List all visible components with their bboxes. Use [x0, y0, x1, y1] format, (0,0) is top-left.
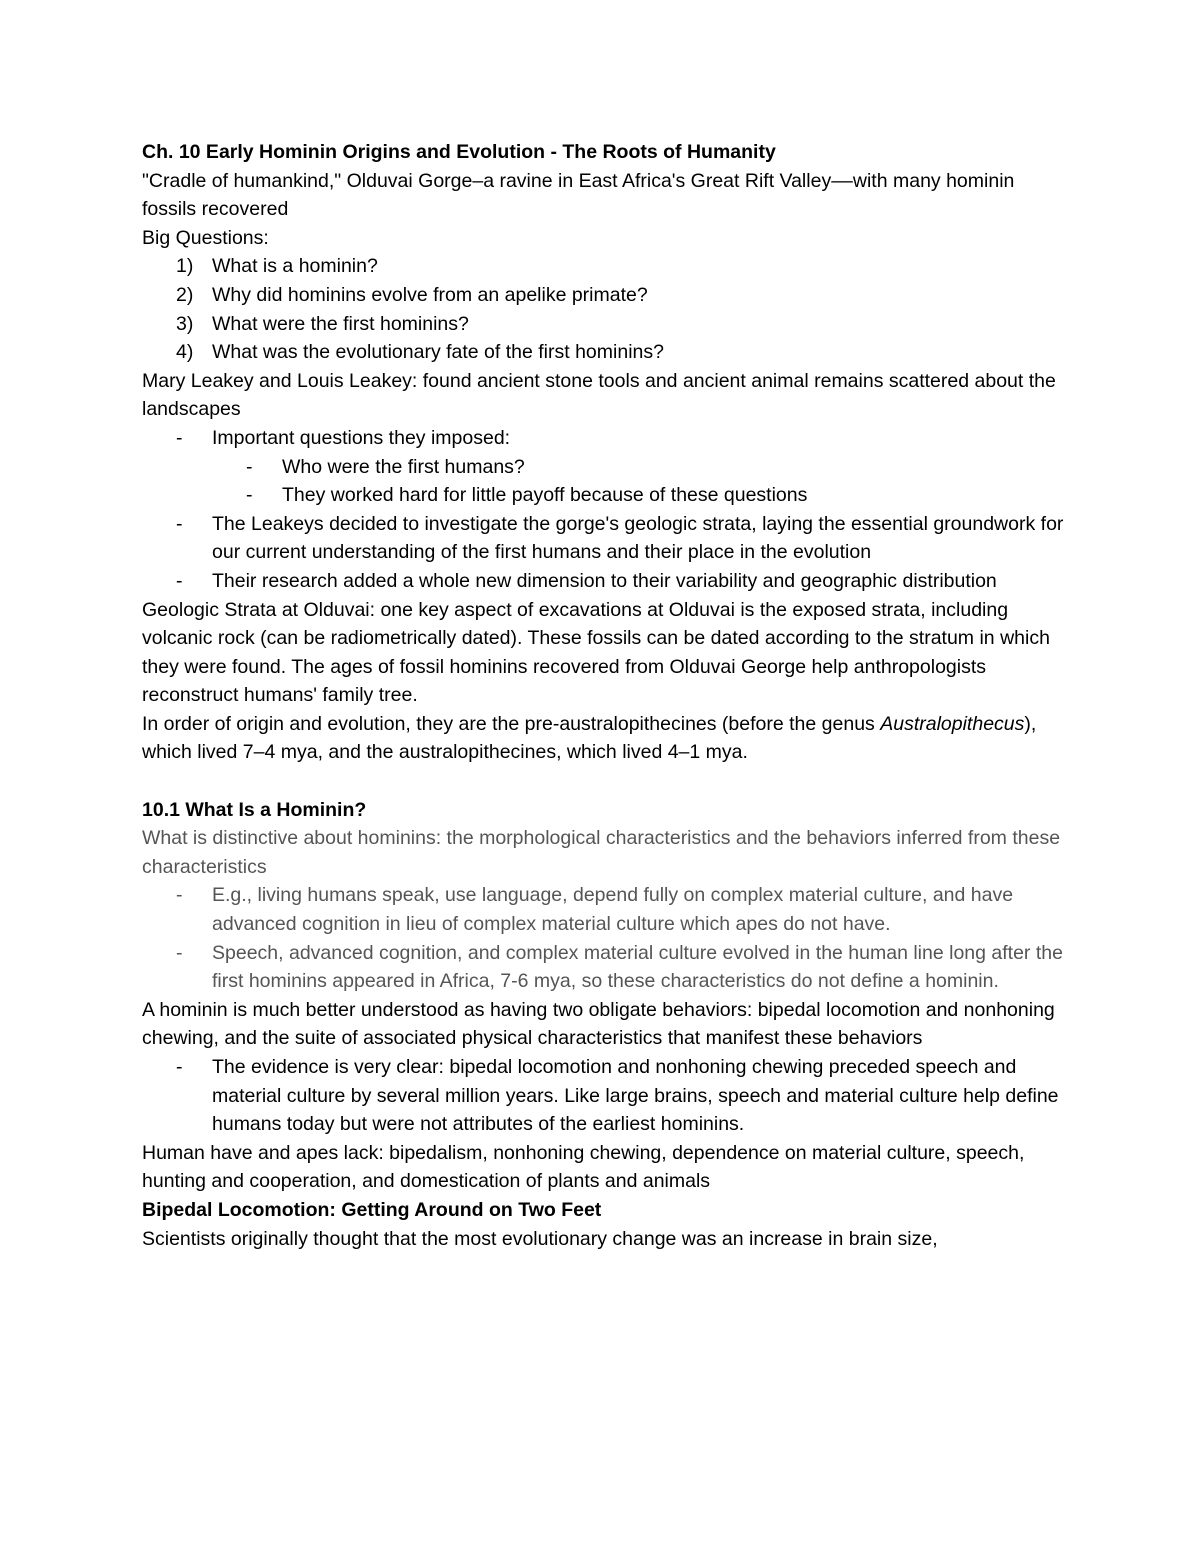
list-item-text: The Leakeys decided to investigate the gorge's geologic strata, laying the essential groundwork for our current understanding of the first humans and their place in the evolution — [212, 512, 1064, 564]
list-item-text: Speech, advanced cognition, and complex material culture evolved in the human line long after the first hominins appeared in Africa, 7-6 mya, so these characteristics do not define a hominin. — [212, 941, 1063, 993]
dash-marker: - — [246, 484, 253, 507]
list-item-text: What was the evolutionary fate of the first hominins? — [212, 341, 664, 364]
list-item — [142, 481, 1072, 510]
list-item — [142, 1053, 1072, 1139]
list-item — [142, 567, 1072, 596]
list-number: 4) — [176, 341, 194, 364]
genus-name: Australopithecus — [880, 712, 1025, 735]
list-item-text: Why did hominins evolve from an apelike primate? — [212, 283, 648, 306]
big-questions-label: Big Questions: — [142, 226, 269, 249]
intro-text: "Cradle of humankind," Olduvai Gorge–a ravine in East Africa's Great Rift Valley––with many hominin fossils recovered — [142, 169, 1015, 221]
dash-marker: - — [176, 426, 183, 449]
list-item-text: The evidence is very clear: bipedal locomotion and nonhoning chewing preceded speech and material culture by several million years. Like large brains, speech and material culture help define humans today but were not attributes of the earliest hominins. — [212, 1056, 1059, 1136]
leakey-intro: Mary Leakey and Louis Leakey: found ancient stone tools and ancient animal remains scattered about the landscapes — [142, 369, 1056, 421]
list-item-text: E.g., living humans speak, use language, depend fully on complex material culture, and have advanced cognition in lieu of complex material culture which apes do not have. — [212, 884, 1014, 936]
order-paragraph — [142, 710, 1072, 767]
list-item-text: What is a hominin? — [212, 255, 378, 278]
dash-marker: - — [176, 941, 183, 964]
list-item-text: What were the first hominins? — [212, 312, 469, 335]
list-item — [142, 453, 1072, 482]
order-text-part2: ), which lived 7–4 mya, and the australopithecines, which lived 4–1 mya. — [142, 712, 1037, 764]
list-item — [142, 310, 1072, 339]
hominin-definition: A hominin is much better understood as having two obligate behaviors: bipedal locomotion and nonhoning chewing, and the suite of associated physical characteristics that manifest these behaviors — [142, 998, 1055, 1050]
blank-line — [142, 767, 1072, 796]
list-item-text: Who were the first humans? — [282, 455, 525, 478]
list-item-text: They worked hard for little payoff because of these questions — [282, 484, 808, 507]
subsection-heading: Bipedal Locomotion: Getting Around on Two Feet — [142, 1198, 602, 1221]
list-item — [142, 252, 1072, 281]
dash-marker: - — [176, 569, 183, 592]
geologic-strata-paragraph: Geologic Strata at Olduvai: one key aspect of excavations at Olduvai is the exposed strata, including volcanic rock (can be radiometrically dated). These fossils can be dated according to the stratum in which they were found. The ages of fossil hominins recovered from Olduvai George help anthropologists reconstruct humans' family tree. — [142, 598, 1050, 707]
chapter-title: Ch. 10 Early Hominin Origins and Evolution - The Roots of Humanity — [142, 141, 776, 163]
dash-marker: - — [176, 512, 183, 535]
list-item — [142, 281, 1072, 310]
order-text-part1: In order of origin and evolution, they are the pre-australopithecines (before the genus — [142, 712, 881, 735]
list-number: 1) — [176, 255, 194, 278]
list-item — [142, 939, 1072, 996]
list-item — [142, 881, 1072, 938]
dash-marker: - — [246, 455, 253, 478]
section-heading: 10.1 What Is a Hominin? — [142, 798, 367, 821]
bipedal-paragraph: Scientists originally thought that the most evolutionary change was an increase in brain size, — [142, 1227, 938, 1250]
document-page — [142, 138, 1072, 1253]
dash-marker: - — [176, 1056, 183, 1078]
list-item — [142, 424, 1072, 453]
list-number: 3) — [176, 312, 194, 335]
dash-marker: - — [176, 884, 183, 907]
list-item — [142, 510, 1072, 567]
list-item-text: Their research added a whole new dimension to their variability and geographic distribution — [212, 569, 997, 592]
list-item-text: Important questions they imposed: — [212, 426, 511, 449]
list-number: 2) — [176, 283, 194, 306]
list-item — [142, 338, 1072, 367]
humans-have-paragraph: Human have and apes lack: bipedalism, nonhoning chewing, dependence on material culture, speech, hunting and cooperation, and domestication of plants and animals — [142, 1141, 1025, 1193]
distinctive-paragraph: What is distinctive about hominins: the morphological characteristics and the behaviors inferred from these characteristics — [142, 827, 1061, 878]
